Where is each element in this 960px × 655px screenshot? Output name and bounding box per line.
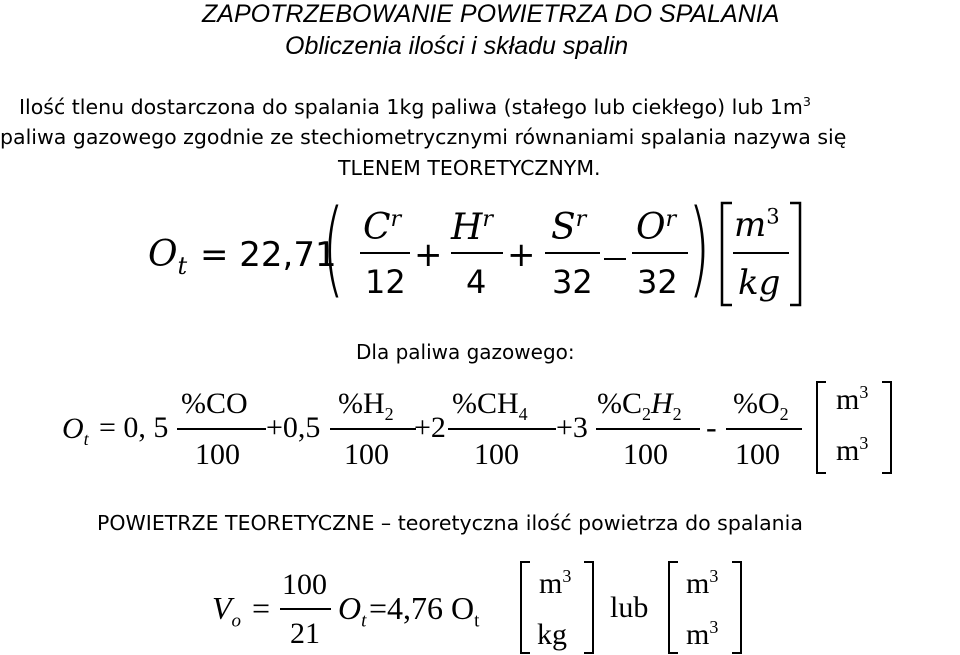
left-paren: ( [322, 187, 345, 309]
operator-minus [604, 258, 626, 260]
superscript: r [482, 206, 494, 232]
formula2-frac2-num [338, 387, 394, 424]
paragraph-line-3: TLENEM TEORETYCZNYM. [338, 156, 601, 180]
subscript: t [83, 429, 89, 449]
formula1-frac1-num [363, 206, 402, 248]
formula3-equals: = [252, 590, 271, 626]
symbol: =4,76 O [369, 590, 475, 626]
fraction-bar [733, 252, 789, 254]
fraction-bar [360, 252, 410, 254]
fraction-bar [451, 252, 503, 254]
formula3-lub: lub [610, 591, 649, 624]
superscript: r [575, 206, 587, 232]
formula1-frac1-den: 12 [365, 263, 406, 301]
subscript: t [177, 252, 188, 281]
formula2-frac1-num: %CO [181, 387, 248, 420]
formula1-frac2-num [451, 206, 494, 248]
formula3-unit1-den: kg [537, 618, 567, 651]
formula1-frac3-den: 32 [552, 263, 593, 301]
fraction-bar [330, 428, 416, 430]
superscript: 3 [859, 433, 869, 453]
symbol: m [836, 383, 860, 416]
symbol: C [363, 207, 391, 248]
formula2-unit-den [836, 433, 869, 467]
symbol: H [651, 387, 673, 420]
symbol: O [148, 234, 178, 275]
formula1-unit-num [734, 203, 780, 245]
superscript: 3 [802, 94, 811, 110]
air-definition: POWIETRZE TEORETYCZNE – teoretyczna ilość powietrza do spalania [97, 511, 803, 535]
title-line-2: Obliczenia ilości i składu spalin [285, 32, 629, 60]
subscript: 4 [518, 404, 528, 424]
symbol: m [686, 567, 710, 600]
fraction-bar [596, 428, 700, 430]
superscript: r [665, 206, 677, 232]
paragraph-line-1-text: Ilość tlenu dostarczona do spalania 1kg paliwa (stałego lub ciekłego) lub 1m [19, 95, 803, 119]
formula3-rest [369, 590, 480, 632]
formula3-frac-den: 21 [290, 617, 320, 650]
formula1-lhs [148, 234, 188, 281]
formula1-coefficient: = 22,71 [200, 235, 337, 275]
formula1-frac2-den: 4 [466, 263, 487, 301]
formula2-frac5-num [733, 387, 789, 424]
formula3-unit1-num [539, 566, 572, 600]
paragraph-line-2: paliwa gazowego zgodnie ze stechiometrycznymi równaniami spalania nazywa się [0, 125, 847, 149]
formula3-ot [338, 590, 367, 632]
formula2-frac1-den: 100 [195, 438, 240, 471]
subscript: o [231, 610, 242, 632]
operator-plus: + [507, 235, 536, 275]
superscript: 3 [709, 566, 719, 586]
superscript: 3 [766, 203, 780, 229]
subscript: 2 [642, 404, 651, 424]
title-line-1: ZAPOTRZEBOWANIE POWIETRZA DO SPALANIA [202, 0, 780, 28]
symbol: m [734, 205, 767, 245]
formula2-unit-num [836, 382, 869, 416]
operator-plus: + [414, 235, 443, 275]
operator-minus: - [706, 409, 717, 445]
paragraph-line-1 [19, 94, 811, 119]
symbol: O [62, 412, 84, 445]
gas-fuel-label: Dla paliwa gazowego: [356, 340, 575, 364]
formula3-unit2-num [686, 566, 719, 600]
symbol: %O [733, 387, 780, 420]
symbol: O [338, 590, 362, 626]
right-paren: ) [688, 187, 711, 309]
symbol: m [836, 434, 860, 467]
fraction-bar [280, 608, 331, 610]
formula2-frac5-den: 100 [735, 438, 780, 471]
subscript: 2 [672, 404, 682, 424]
superscript: 3 [562, 566, 572, 586]
symbol: S [551, 207, 576, 248]
formula2-coef3: +2 [414, 411, 446, 444]
symbol: %H [338, 387, 385, 420]
formula1-frac3-num [551, 206, 587, 248]
symbol: m [686, 618, 710, 651]
fraction-bar [632, 252, 688, 254]
formula2-frac3-num [452, 387, 528, 424]
symbol: H [451, 207, 483, 248]
formula2-frac4-den: 100 [623, 438, 668, 471]
formula1-frac4-num [636, 206, 677, 248]
formula2-frac2-den: 100 [344, 438, 389, 471]
symbol: %CH [452, 387, 519, 420]
fraction-bar [726, 428, 802, 430]
subscript: t [361, 610, 367, 632]
subscript: 2 [779, 404, 789, 424]
fraction-bar [177, 428, 266, 430]
symbol: O [636, 207, 666, 248]
fraction-bar [448, 428, 556, 430]
superscript: r [390, 206, 402, 232]
formula2-coefficient: = 0, 5 [99, 411, 169, 444]
formula2-frac3-den: 100 [474, 438, 519, 471]
symbol: %C [597, 387, 642, 420]
formula2-coef4: +3 [556, 411, 588, 444]
formula1-unit-den: kg [738, 263, 781, 303]
formula2-lhs [62, 412, 89, 449]
symbol: V [212, 590, 232, 626]
subscript: t [474, 610, 480, 632]
formula3-lhs [212, 590, 242, 632]
symbol: m [539, 567, 563, 600]
fraction-bar [545, 252, 600, 254]
subscript: 2 [384, 404, 394, 424]
formula1-frac4-den: 32 [637, 263, 678, 301]
formula2-coef2: +0,5 [266, 411, 321, 444]
superscript: 3 [709, 617, 719, 637]
formula3-frac-num: 100 [282, 568, 327, 601]
superscript: 3 [859, 382, 869, 402]
formula3-unit2-den [686, 617, 719, 651]
formula2-frac4-num [597, 387, 682, 424]
